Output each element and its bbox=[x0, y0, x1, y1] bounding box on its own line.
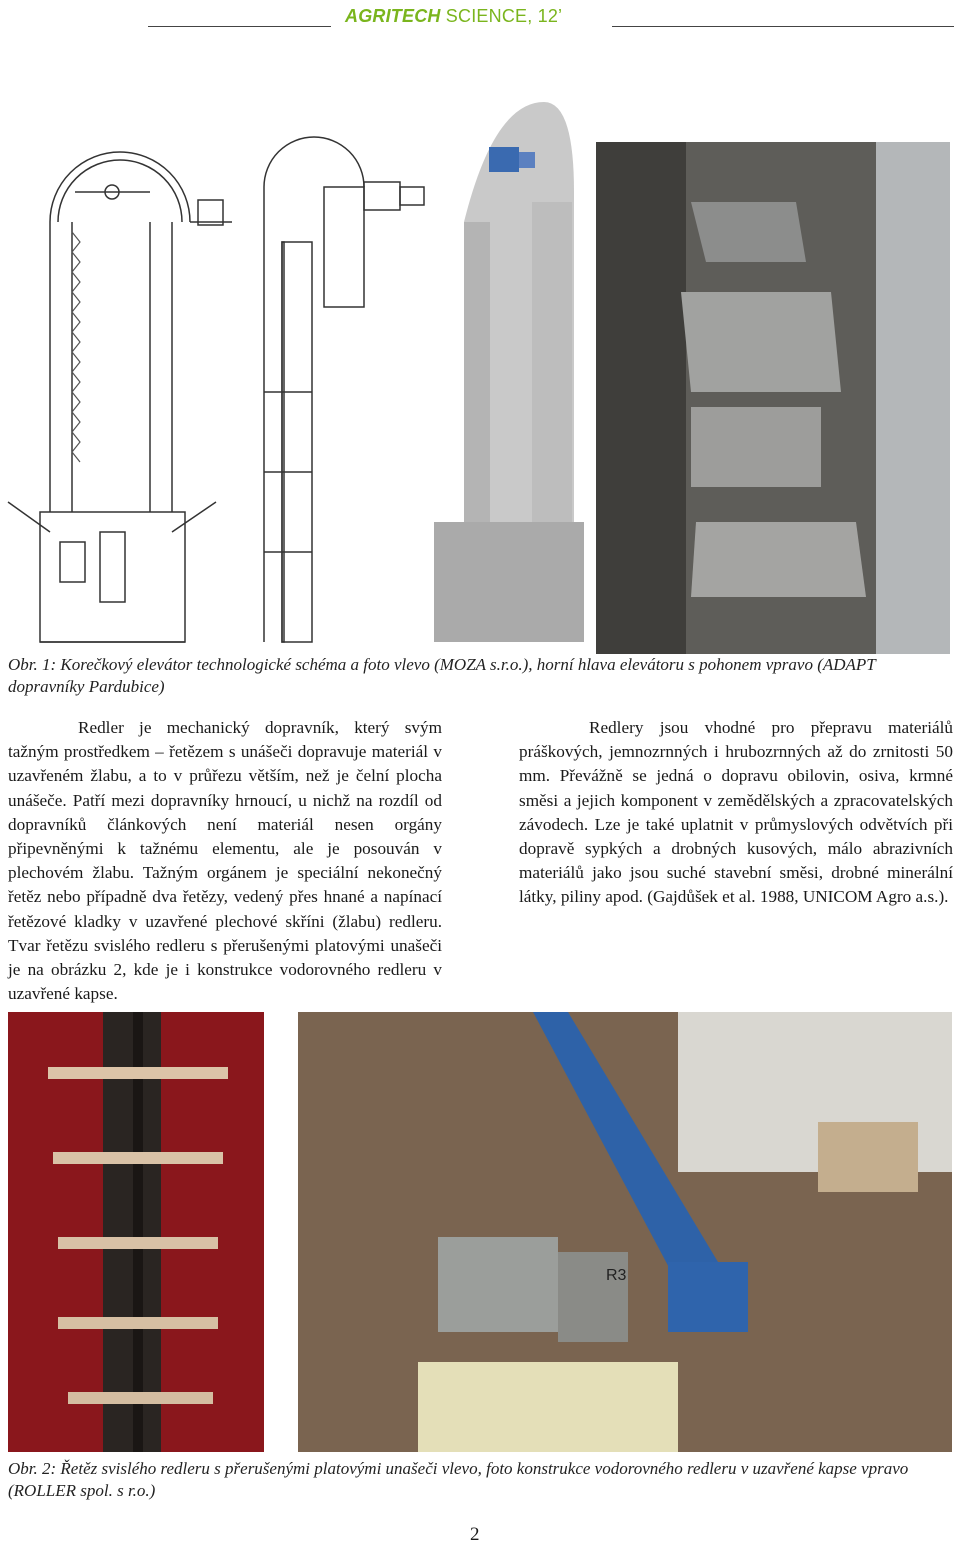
body-column-left bbox=[8, 716, 442, 1006]
elevator-drawing-front bbox=[0, 92, 232, 654]
journal-brand: AGRITECH bbox=[345, 6, 441, 26]
page-number: 2 bbox=[470, 1524, 480, 1545]
running-header bbox=[0, 4, 960, 32]
figure-2-caption: Obr. 2: Řetěz svislého redleru s přerušenými platovými unašeči vlevo, foto konstrukce vodorovného redleru v uzavřené kapse vpravo (ROLLER spol. s r.o.) bbox=[8, 1459, 909, 1500]
paragraph-redler-definition: Redler je mechanický dopravník, který svým tažným prostředkem – řetězem s unášeči dopravuje materiál v uzavřeném žlabu, a to v průřezu větším, než je čelní plocha unášeče. Patří mezi dopravníky hrnoucí, u nichž na rozdíl od dopravníků článkových není materiál nesen orgány připevněnými k tažnému elementu, ale je posouván v plechovém žlabu. Tažným orgánem je speciální nekonečný řetěz nebo případně dva řetězy, vedený přes hnané a napínací řetězové kladky v uzavřené plechové skříni (žlabu) redleru. Tvar řetězu svislého redleru s přerušenými platovými unašeči je na obrázku 2, kde je i konstrukce vodorovného redleru v uzavřené kapse. bbox=[8, 718, 442, 1004]
header-rule-right bbox=[612, 26, 954, 27]
journal-issue: SCIENCE, 12’ bbox=[440, 6, 563, 26]
journal-title bbox=[345, 6, 562, 27]
redler-chain-photo bbox=[8, 1012, 264, 1452]
elevator-drawing-side bbox=[234, 92, 432, 654]
horizontal-redler-photo bbox=[298, 1012, 952, 1452]
motor-label: R3 bbox=[606, 1267, 627, 1284]
elevator-photo bbox=[434, 92, 594, 654]
header-rule-left bbox=[148, 26, 331, 27]
elevator-head-photo bbox=[596, 142, 950, 654]
body-column-right bbox=[519, 716, 953, 910]
paragraph-redler-use: Redlery jsou vhodné pro přepravu materiálů práškových, jemnozrnných i hrubozrnných až do zrnitosti 50 mm. Převážně se jedná o dopravu obilovin, osiva, krmné směsi a jejich komponent v zemědělských a zpracovatelských závodech. Lze je také uplatnit v průmyslových odvětvích při dopravě sypkých a drobných kusových, málo abrazivních materiálů jako jsou suché stavební směsi, drobné minerální látky, piliny apod. (Gajdůšek et al. 1988, UNICOM Agro a.s.). bbox=[519, 718, 953, 907]
figure-1-caption: Obr. 1: Korečkový elevátor technologické schéma a foto vlevo (MOZA s.r.o.), horní hlava elevátoru s pohonem vpravo (ADAPT dopravníky Pardubice) bbox=[8, 655, 876, 696]
